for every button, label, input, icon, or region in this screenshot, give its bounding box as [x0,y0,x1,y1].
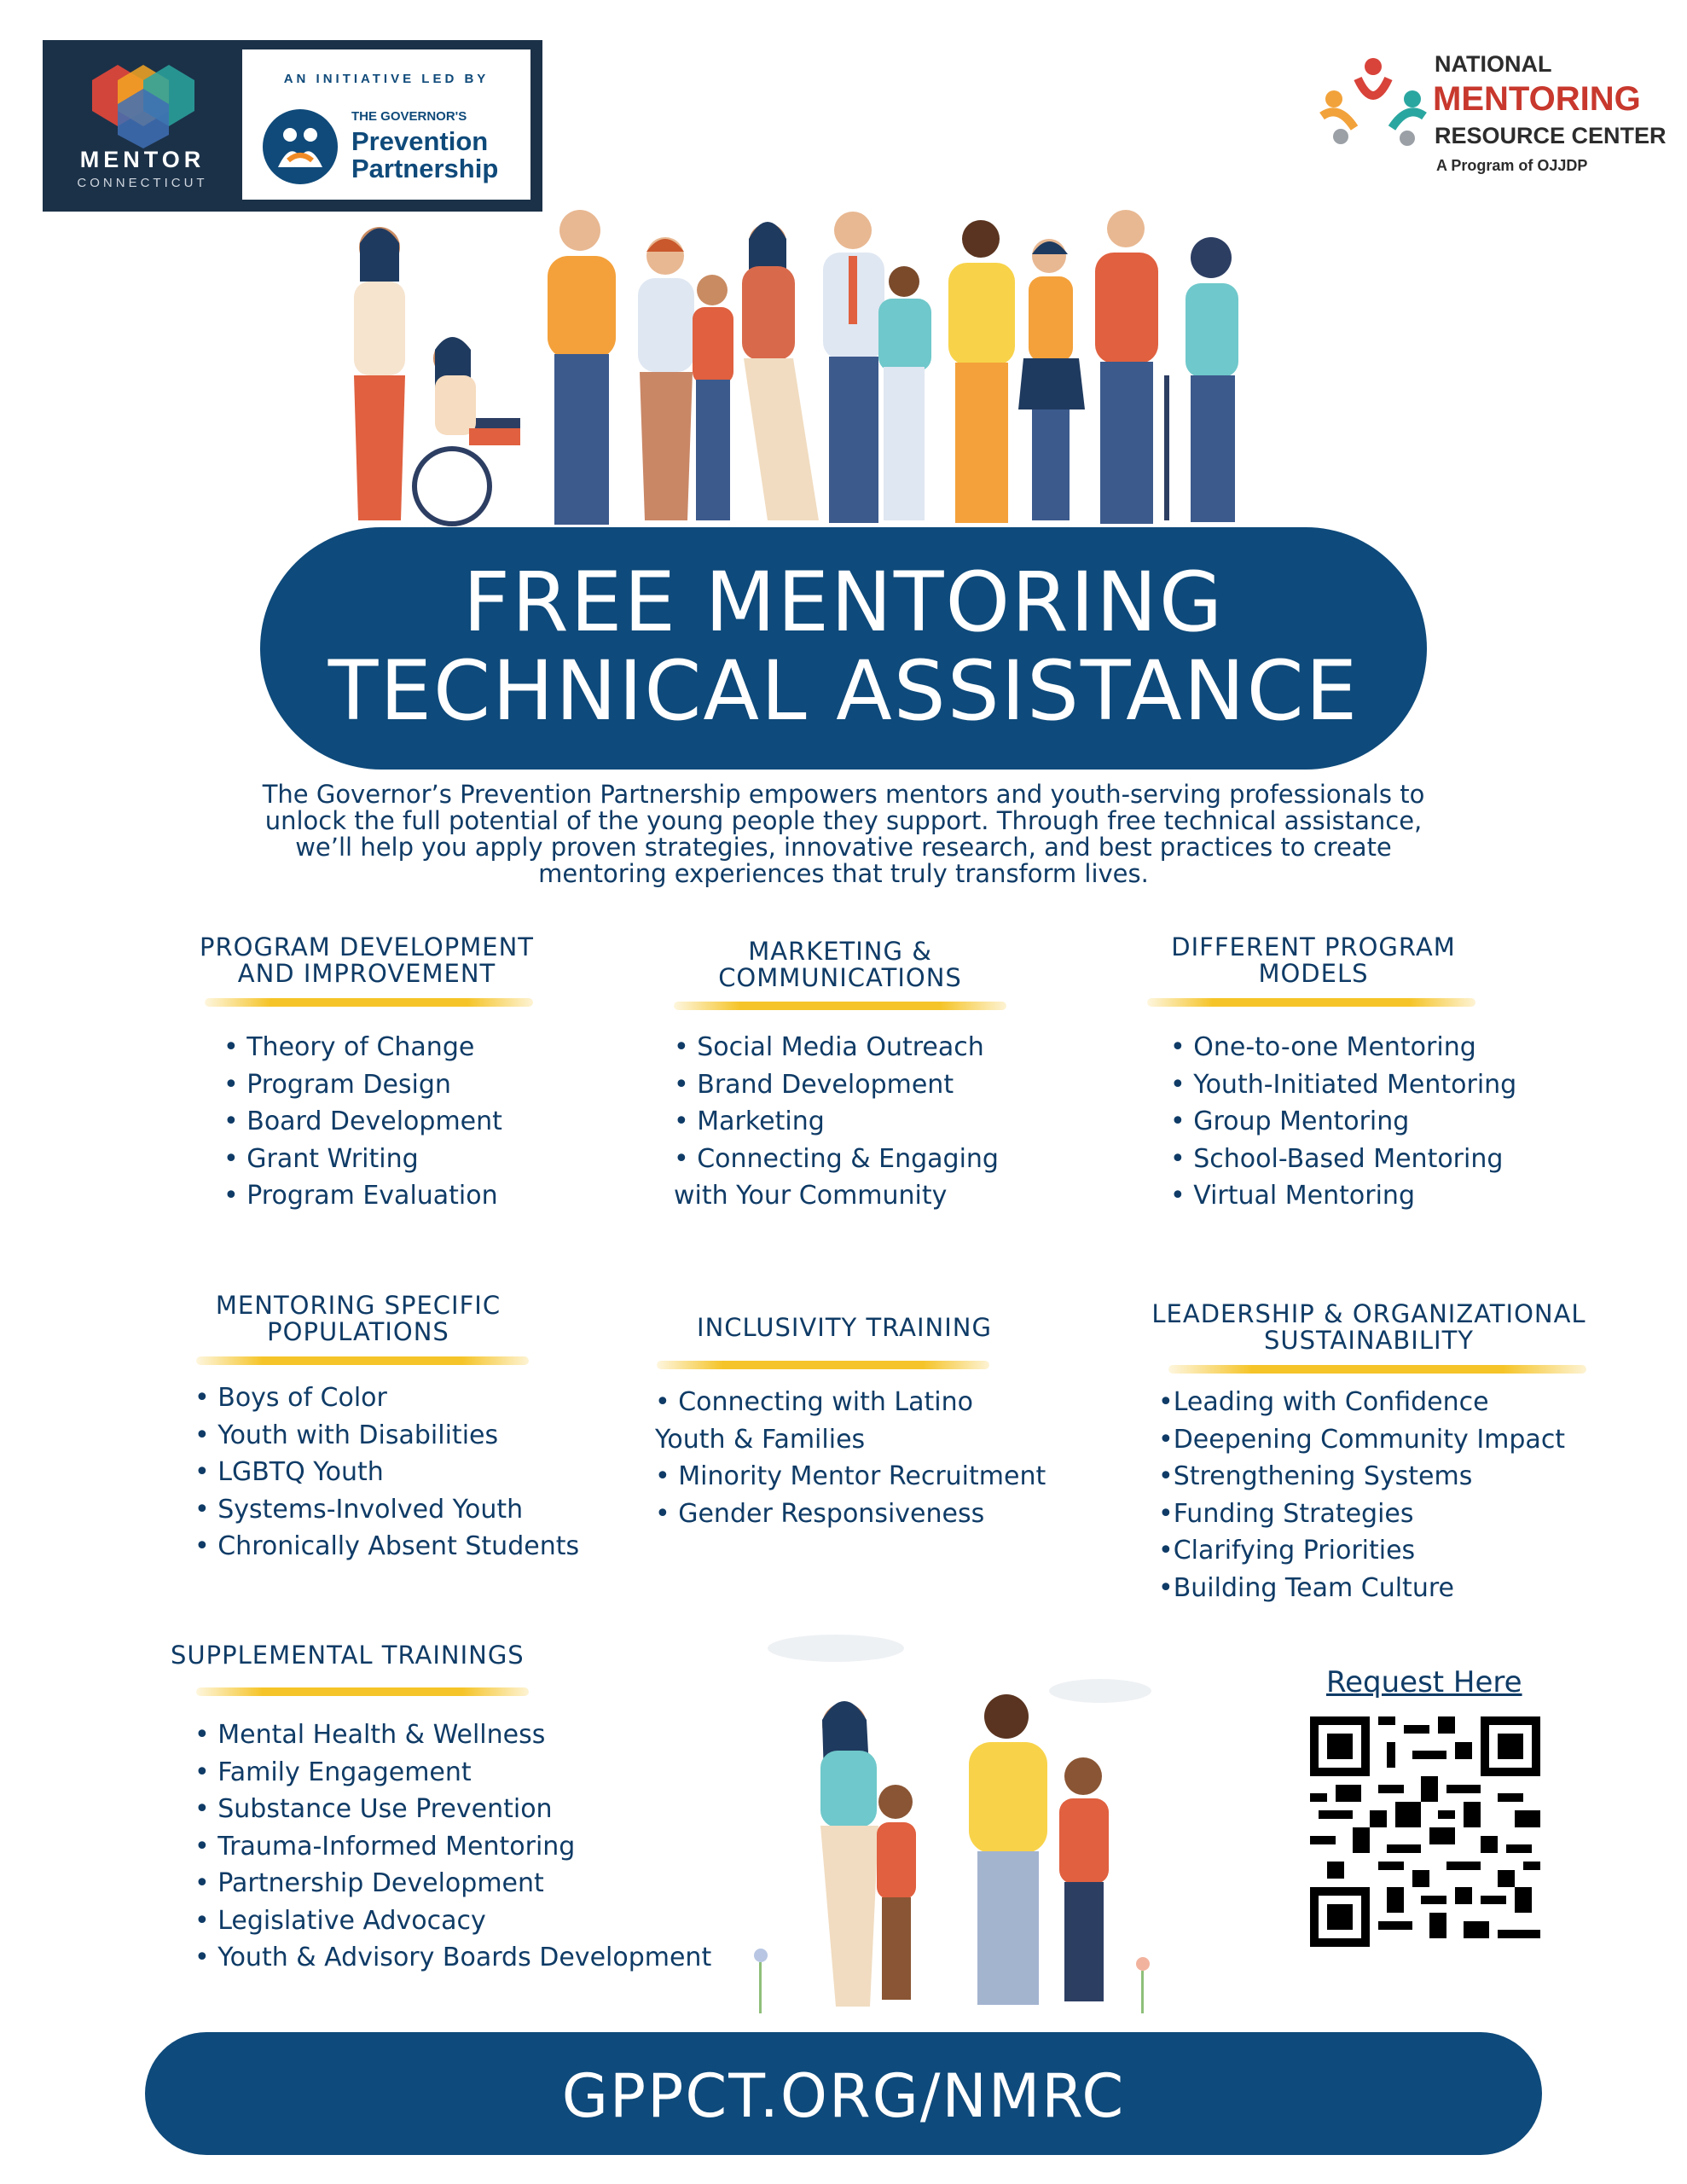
list-item: • Substance Use Prevention [194,1794,553,1824]
list-item: • Trauma-Informed Mentoring [194,1831,576,1862]
list-inclusivity [655,1384,1046,1532]
yellow-underline [205,998,533,1007]
section-title-line: COMMUNICATIONS [718,963,962,992]
gpp-name-line1: Prevention [351,126,489,156]
list-item: • LGBTQ Youth [194,1457,384,1487]
section-title-line: MARKETING & [748,937,932,966]
list-item: • Connecting with Latino [655,1387,973,1417]
intro-line: The Governor’s Prevention Partnership empowers mentors and youth-serving professionals to [262,780,1425,809]
list-item: • Connecting & Engaging [674,1143,999,1174]
list-item: • Program Evaluation [223,1181,498,1211]
section-title-line: POPULATIONS [267,1317,449,1346]
section-title-line: SUPPLEMENTAL TRAININGS [171,1641,525,1670]
intro-line: unlock the full potential of the young people they support. Through free technical assistance, [264,806,1423,835]
section-title-line: LEADERSHIP & ORGANIZATIONAL [1151,1299,1586,1328]
list-item: • Theory of Change [223,1032,475,1062]
section-title-line: INCLUSIVITY TRAINING [697,1313,992,1342]
section-title-inclusivity [648,1315,1041,1341]
request-here-link[interactable]: Request Here [1326,1665,1522,1699]
list-item: • Mental Health & Wellness [194,1720,546,1750]
yellow-underline [196,1356,529,1365]
footer-url-link[interactable]: GPPCT.ORG/NMRC [561,2061,1126,2131]
list-item: • Legislative Advocacy [194,1905,486,1936]
list-item: Youth & Families [655,1424,866,1455]
mentor-subtitle: CONNECTICUT [77,176,208,190]
section-title-leadership [1126,1301,1612,1354]
nmrc-name-line1: NATIONAL [1435,51,1552,77]
list-item: • School-Based Mentoring [1170,1143,1504,1174]
list-item: •Strengthening Systems [1158,1461,1473,1491]
nmrc-name-line3: RESOURCE CENTER [1435,123,1667,148]
list-leadership [1158,1384,1565,1606]
list-item: •Leading with Confidence [1158,1387,1489,1417]
nmrc-name-line2: MENTORING [1433,80,1641,118]
list-item: •Clarifying Priorities [1158,1536,1416,1565]
list-item: • Youth-Initiated Mentoring [1170,1069,1517,1100]
list-item: • Chronically Absent Students [194,1531,580,1561]
intro-line: we’ll help you apply proven strategies, innovative research, and best practices to create [295,833,1392,862]
section-title-populations [175,1292,542,1345]
intro-line: mentoring experiences that truly transform lives. [538,859,1149,888]
list-item: • One-to-one Mentoring [1170,1032,1476,1062]
list-item: • Gender Responsiveness [655,1498,985,1529]
section-title-supplemental [171,1642,563,1669]
yellow-underline [657,1361,989,1369]
list-item: • Program Design [223,1069,451,1100]
list-item: • Grant Writing [223,1143,419,1174]
list-item: •Building Team Culture [1158,1572,1454,1603]
list-supplemental [194,1716,711,1977]
list-item: • Partnership Development [194,1868,544,1898]
list-item: • Boys of Color [194,1383,387,1413]
list-marketing [674,1029,999,1215]
family-illustration [742,1631,1194,2032]
list-item: • Board Development [223,1107,502,1136]
list-item: • Minority Mentor Recruitment [655,1461,1046,1491]
list-item: • Virtual Mentoring [1170,1181,1415,1211]
qr-code[interactable] [1310,1716,1540,1947]
list-item: • Brand Development [674,1069,954,1100]
mentor-wordmark: MENTOR [79,147,206,172]
gpp-emblem-icon [263,109,338,184]
diverse-group-illustration [307,205,1365,537]
gpp-name-line2: Partnership [351,154,499,183]
banner-title-line1: FREE MENTORING [462,555,1225,650]
yellow-underline [196,1687,529,1696]
list-models [1170,1029,1516,1215]
section-title-program [175,934,559,987]
list-item: • Social Media Outreach [674,1032,984,1062]
section-title-line: MODELS [1258,959,1369,988]
section-title-marketing [657,938,1023,991]
yellow-underline [1168,1365,1586,1374]
section-title-models [1134,934,1493,987]
list-program [223,1029,502,1215]
intro-paragraph [196,781,1491,887]
list-item: •Deepening Community Impact [1158,1424,1566,1455]
section-title-line: SUSTAINABILITY [1263,1326,1474,1355]
list-item: • Youth & Advisory Boards Development [194,1943,712,1972]
banner-title-line2: TECHNICAL ASSISTANCE [328,643,1359,739]
section-title-line: MENTORING SPECIFIC [215,1291,501,1320]
section-title-line: AND IMPROVEMENT [237,959,496,988]
list-populations [194,1380,579,1565]
section-title-line: DIFFERENT PROGRAM [1171,932,1456,961]
yellow-underline [1147,998,1475,1007]
list-item: • Systems-Involved Youth [194,1494,524,1525]
nmrc-figures-icon [1305,53,1450,155]
list-item: with Your Community [674,1181,948,1211]
list-item: • Family Engagement [194,1757,472,1787]
initiative-label: AN INITIATIVE LED BY [283,72,490,86]
list-item: • Group Mentoring [1170,1107,1410,1136]
mentor-hexagon-icon [84,55,201,148]
list-item: • Marketing [674,1107,825,1136]
section-title-line: PROGRAM DEVELOPMENT [200,932,534,961]
yellow-underline [674,1002,1006,1010]
gpp-small-title: THE GOVERNOR'S [351,109,467,124]
list-item: • Youth with Disabilities [194,1420,499,1450]
list-item: •Funding Strategies [1158,1498,1414,1529]
nmrc-program-line: A Program of OJJDP [1436,157,1588,174]
